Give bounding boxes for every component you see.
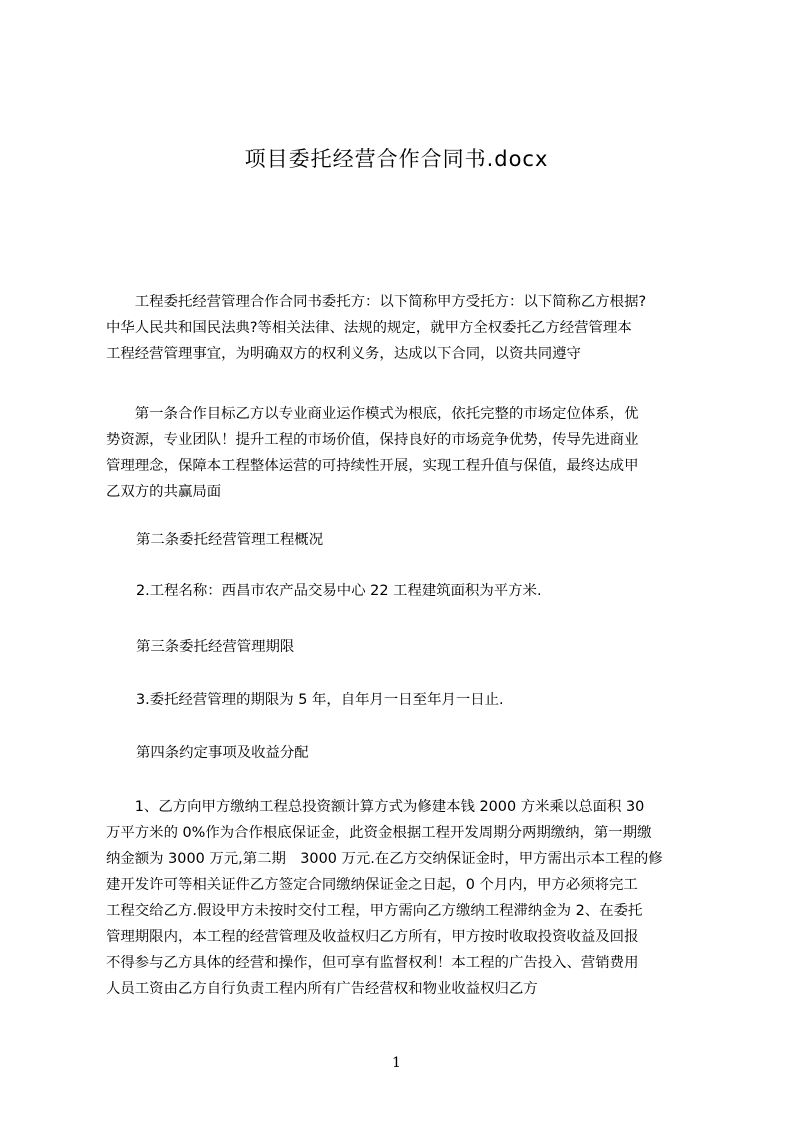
- article1-line: 乙双方的共赢局面: [106, 484, 222, 500]
- article2-item: 2.工程名称：西昌市农产品交易中心 22 工程建筑面积为平方米.: [136, 583, 542, 599]
- article2-heading: 第二条委托经营管理工程概况: [136, 532, 324, 548]
- article1-line: 第一条合作目标乙方以专业商业运作模式为根底，依托完整的市场定位体系，优: [106, 406, 639, 422]
- article4-line: 建开发许可等相关证件乙方签定合同缴纳保证金之日起，0 个月内，甲方必须将完工: [106, 877, 638, 893]
- article1-line: 势资源，专业团队！提升工程的市场价值，保持良好的市场竞争优势，传导先进商业: [106, 432, 639, 448]
- article4-line: 不得参与乙方具体的经营和操作，但可享有监督权利！本工程的广告投入、营销费用: [106, 955, 639, 971]
- article4-line: 万平方米的 0%作为合作根底保证金，此资金根据工程开发周期分两期缴纳，第一期缴: [106, 825, 652, 841]
- article3-heading: 第三条委托经营管理期限: [136, 639, 295, 655]
- intro-line: 工程委托经营管理合作合同书委托方：以下简称甲方受托方：以下简称乙方根据?: [106, 294, 647, 310]
- article4-line: 工程交给乙方.假设甲方未按时交付工程，甲方需向乙方缴纳工程滞纳金为 2、在委托: [106, 903, 643, 919]
- article1-paragraph: [106, 401, 698, 505]
- article1-line: 管理理念，保障本工程整体运营的可持续性开展，实现工程升值与保值，最终达成甲: [106, 458, 639, 474]
- article4-heading: 第四条约定事项及收益分配: [136, 745, 309, 761]
- intro-line: 工程经营管理事宜，为明确双方的权利义务，达成以下合同，以资共同遵守: [106, 346, 581, 362]
- article4-line: 人员工资由乙方自行负责工程内所有广告经营权和物业收益权归乙方: [106, 981, 538, 997]
- intro-line: 中华人民共和国民法典?等相关法律、法规的规定，就甲方全权委托乙方经营管理本: [106, 320, 632, 336]
- article4-line: 管理期限内，本工程的经营管理及收益权归乙方所有，甲方按时收取投资收益及回报: [106, 929, 639, 945]
- article4-line: 纳金额为 3000 万元,第二期 3000 万元.在乙方交纳保证金时，甲方需出示本工程的修: [106, 851, 663, 867]
- article4-line: 1、乙方向甲方缴纳工程总投资额计算方式为修建本钱 2000 方米乘以总面积 30: [106, 799, 645, 815]
- document-title: 项目委托经营合作合同书.docx: [244, 147, 549, 171]
- intro-paragraph: [106, 289, 698, 367]
- page-number: 1: [392, 1055, 401, 1071]
- article4-paragraph: [106, 794, 698, 1002]
- article3-item: 3.委托经营管理的期限为 5 年，自年月一日至年月一日止.: [136, 692, 504, 708]
